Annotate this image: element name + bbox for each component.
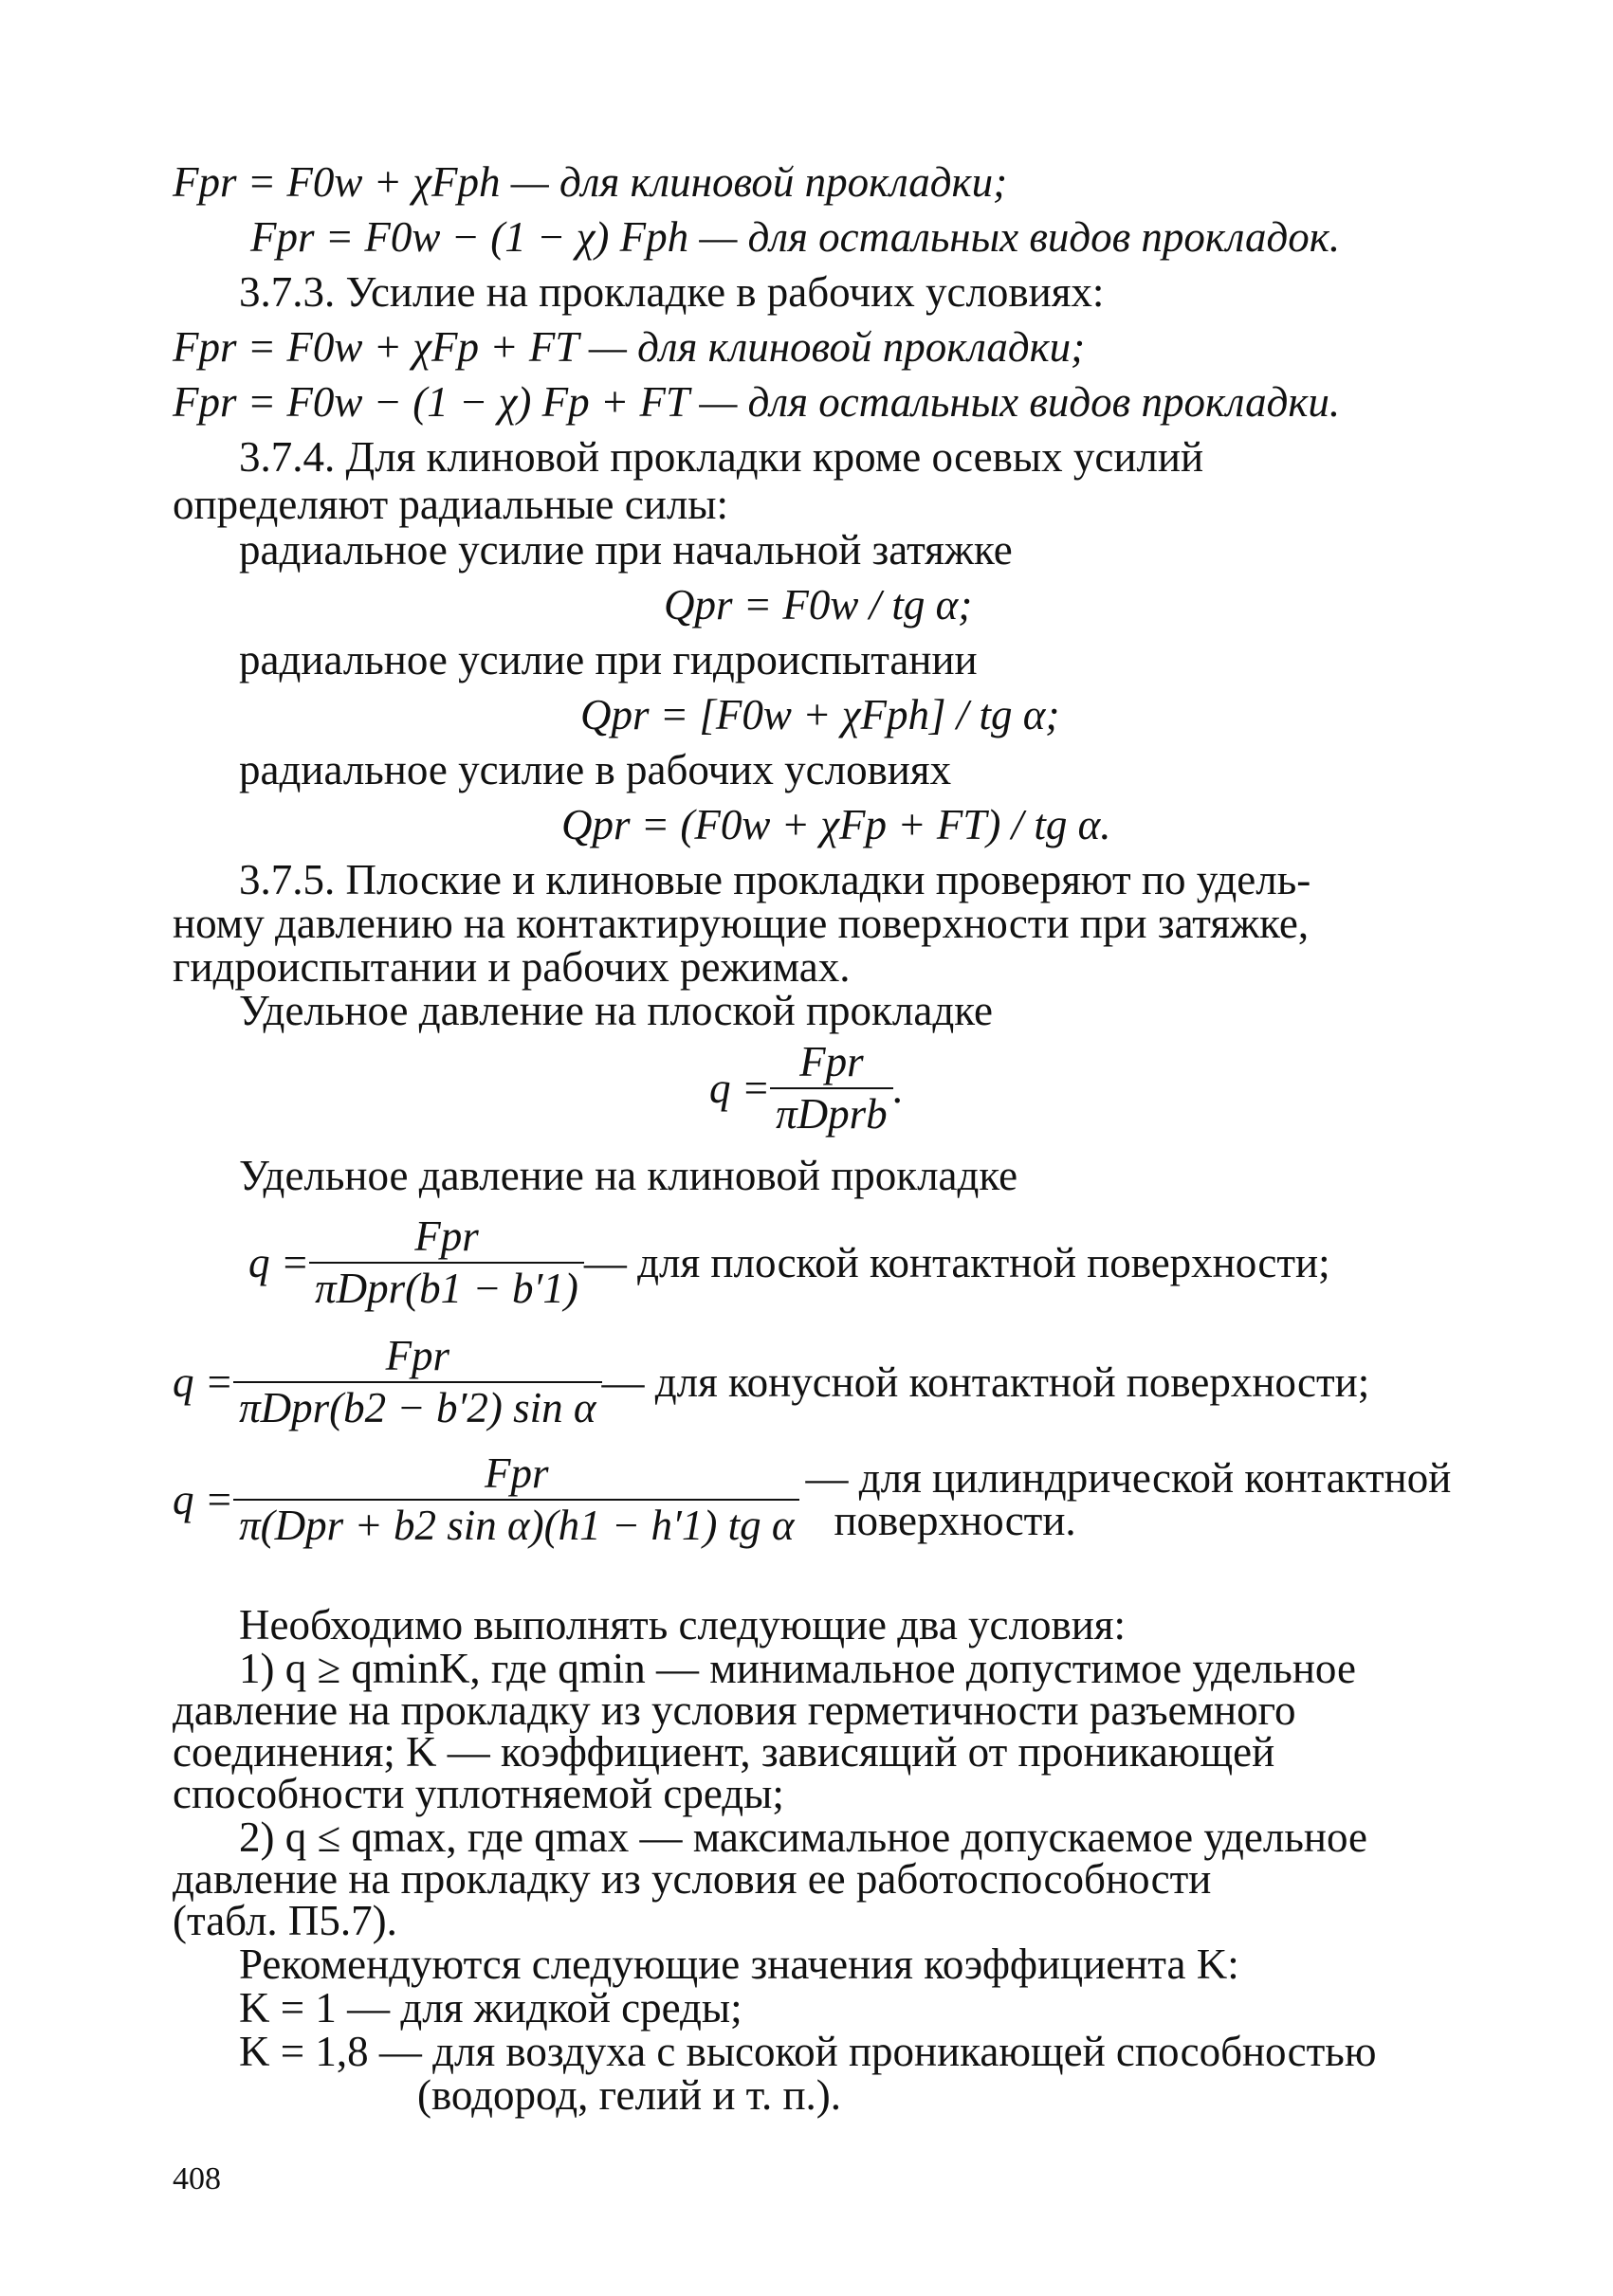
fraction-numerator: Fpr xyxy=(414,1212,479,1260)
page-number: 408 xyxy=(173,2161,221,2196)
fraction-denominator: πDprb xyxy=(770,1087,893,1136)
text-line: K = 1,8 — для воздуха с высокой проникающей способностью xyxy=(239,2028,1377,2075)
fraction xyxy=(770,1038,893,1138)
text-line: давление на прокладку из условия ее работоспособности xyxy=(173,1855,1212,1903)
section-heading: 3.7.5. Плоские и клиновые прокладки проверяют по удель- xyxy=(239,856,1311,903)
fraction-denominator: πDpr(b1 − b′1) xyxy=(309,1262,584,1310)
text-line: 2) q ≤ qmax, где qmax — максимальное допускаемое удельное xyxy=(239,1813,1367,1861)
formula-tail: — для плоской контактной поверхности; xyxy=(583,1238,1330,1286)
formula-tail xyxy=(805,1454,1452,1544)
formula-line: Qpr = F0w / tg α; xyxy=(664,581,973,629)
formula-line: Qpr = (F0w + χFp + FT) / tg α. xyxy=(561,801,1111,848)
formula-tail-line: поверхности. xyxy=(834,1497,1076,1544)
text-line: ному давлению на контактирующие поверхности при затяжке, xyxy=(173,900,1310,947)
fraction-numerator: Fpr xyxy=(485,1449,549,1497)
formula-conical-contact xyxy=(173,1332,1370,1431)
formula-line: Fpr = F0w − (1 − χ) Fph — для остальных видов прокладок. xyxy=(250,213,1341,261)
text-line: K = 1 — для жидкой среды; xyxy=(239,1984,742,2032)
fraction-numerator: Fpr xyxy=(799,1038,864,1085)
formula-lhs: q = xyxy=(173,1475,234,1523)
text-line: (табл. П5.7). xyxy=(173,1897,397,1944)
text-line: способности уплотняемой среды; xyxy=(173,1770,784,1817)
formula-flat-gasket xyxy=(709,1038,904,1138)
formula-flat-contact xyxy=(248,1212,1330,1312)
fraction-denominator: π(Dpr + b2 sin α)(h1 − h′1) tg α xyxy=(233,1499,799,1547)
formula-tail: . xyxy=(892,1064,904,1112)
text-line: Необходимо выполнять следующие два условия: xyxy=(239,1601,1127,1649)
fraction xyxy=(233,1449,799,1549)
formula-lhs: q = xyxy=(248,1238,310,1286)
text-line: давление на прокладку из условия герметичности разъемного xyxy=(173,1686,1296,1734)
text-line: 1) q ≥ qminK, где qmin — минимальное допустимое удельное xyxy=(239,1645,1356,1692)
text-line: Рекомендуются следующие значения коэффициента K: xyxy=(239,1941,1239,1988)
formula-lhs: q = xyxy=(173,1358,234,1406)
formula-line: Fpr = F0w + χFph — для клиновой прокладки; xyxy=(173,158,1008,206)
formula-line: Fpr = F0w + χFp + FT — для клиновой прокладки; xyxy=(173,323,1086,371)
formula-tail: — для конусной контактной поверхности; xyxy=(601,1358,1370,1406)
text-line: гидроиспытании и рабочих режимах. xyxy=(173,943,851,991)
section-heading: 3.7.4. Для клиновой прокладки кроме осевых усилий xyxy=(239,433,1204,481)
formula-cylindrical-contact xyxy=(173,1449,1452,1549)
formula-lhs: q = xyxy=(709,1064,771,1112)
text-line: радиальное усилие при начальной затяжке xyxy=(239,526,1013,574)
text-line: Удельное давление на клиновой прокладке xyxy=(239,1152,1018,1199)
formula-line: Qpr = [F0w + χFph] / tg α; xyxy=(580,691,1060,738)
text-line: радиальное усилие при гидроиспытании xyxy=(239,636,978,683)
text-line: радиальное усилие в рабочих условиях xyxy=(239,746,952,793)
formula-line: Fpr = F0w − (1 − χ) Fp + FT — для остальных видов прокладки. xyxy=(173,378,1341,426)
formula-tail-line: — для цилиндрической контактной xyxy=(805,1454,1452,1502)
fraction xyxy=(309,1212,584,1312)
fraction xyxy=(233,1332,601,1431)
text-line: Удельное давление на плоской прокладке xyxy=(239,987,993,1034)
text-line: определяют радиальные силы: xyxy=(173,481,729,528)
text-line: (водород, гелий и т. п.). xyxy=(417,2071,842,2119)
fraction-numerator: Fpr xyxy=(385,1332,450,1379)
fraction-denominator: πDpr(b2 − b′2) sin α xyxy=(233,1381,601,1430)
text-line: соединения; K — коэффициент, зависящий от проникающей xyxy=(173,1728,1275,1776)
section-heading: 3.7.3. Усилие на прокладке в рабочих условиях: xyxy=(239,268,1105,316)
